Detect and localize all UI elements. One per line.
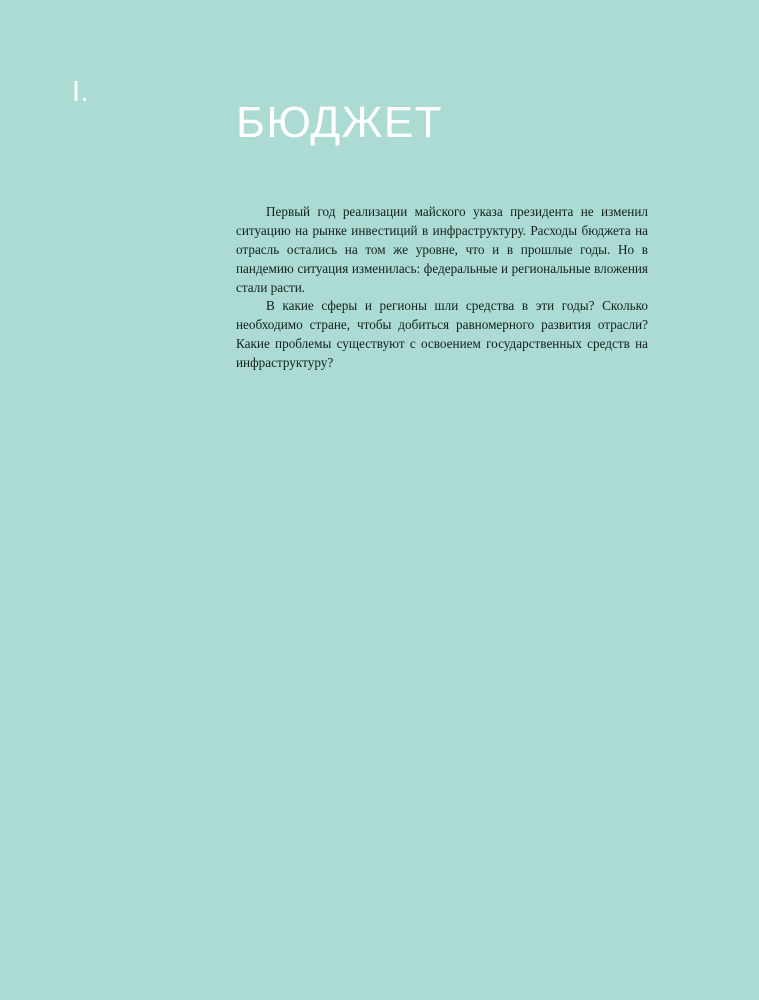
page-title: БЮДЖЕТ: [236, 98, 444, 148]
intro-paragraph: Первый год реализации майского указа президента не изменил ситуацию на рынке инвестиций в инфраструктуру. Расходы бюджета на отрасль остались на том же уровне, что и в прошлые годы. Но в пандемию ситуация изменилась: федеральные и региональные вложения стали расти.: [236, 204, 648, 295]
chapter-number: I.: [72, 76, 90, 108]
intro-paragraph: В какие сферы и регионы шли средства в эти годы? Сколько необходимо стране, чтобы добиться равномерного развития отрасли? Какие проблемы существуют с освоением государственных средств на инфраструктуру?: [236, 298, 648, 370]
intro-text-block: [236, 203, 648, 373]
